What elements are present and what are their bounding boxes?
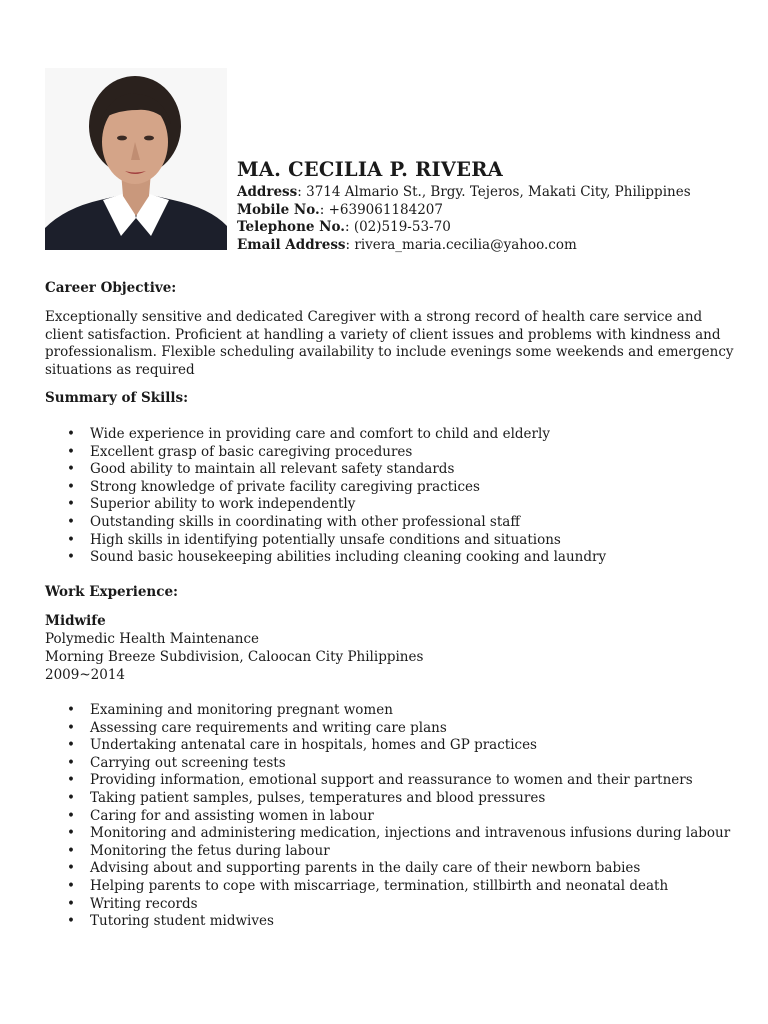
email-value: rivera_maria.cecilia@yahoo.com <box>354 236 577 253</box>
email-label: Email Address <box>237 236 346 253</box>
address-label: Address <box>237 184 298 200</box>
email-line: Email Address: rivera_maria.cecilia@yahoo.com <box>237 236 577 253</box>
duties-list <box>45 702 730 931</box>
mobile-label: Mobile No. <box>237 201 320 218</box>
work-experience-heading: Work Experience: <box>45 584 179 600</box>
company-name: Polymedic Health Maintenance <box>45 631 260 647</box>
mobile-value: +639061184207 <box>328 201 443 218</box>
skills-heading: Summary of Skills: <box>45 390 189 406</box>
list-item: • Providing information, emotional support and reassurance to women and their partners <box>45 772 730 790</box>
profile-photo <box>45 68 227 250</box>
list-item: • Wide experience in providing care and comfort to child and elderly <box>45 426 606 444</box>
list-item: • Good ability to maintain all relevant safety standards <box>45 461 606 479</box>
list-item: • Examining and monitoring pregnant women <box>45 702 730 720</box>
list-item: • Superior ability to work independently <box>45 496 606 514</box>
portrait-image <box>45 68 227 250</box>
employment-years: 2009~2014 <box>45 667 126 683</box>
list-item: • Undertaking antenatal care in hospitals, homes and GP practices <box>45 737 730 755</box>
list-item: • Excellent grasp of basic caregiving procedures <box>45 444 606 462</box>
telephone-value: (02)519-53-70 <box>353 219 451 236</box>
skills-list <box>45 426 606 567</box>
list-item: • Assessing care requirements and writing care plans <box>45 720 730 738</box>
list-item: • Outstanding skills in coordinating with other professional staff <box>45 514 606 532</box>
career-objective-text: Exceptionally sensitive and dedicated Caregiver with a strong record of health care service and client satisfaction. Proficient at handling a variety of client issues and problems with kindness and professionalism. Flexible scheduling availability to include evenings some weekends and emergency situations as required <box>45 309 734 378</box>
list-item: • Tutoring student midwives <box>45 913 730 931</box>
list-item: • Monitoring the fetus during labour <box>45 843 730 861</box>
company-location: Morning Breeze Subdivision, Caloocan City Philippines <box>45 649 424 665</box>
address-line: Address: 3714 Almario St., Brgy. Tejeros, Makati City, Philippines <box>237 184 691 200</box>
telephone-line: Telephone No.: (02)519-53-70 <box>237 219 451 236</box>
list-item: • Writing records <box>45 896 730 914</box>
list-item: • Advising about and supporting parents in the daily care of their newborn babies <box>45 860 730 878</box>
mobile-line: Mobile No.: +639061184207 <box>237 201 443 218</box>
list-item: • Sound basic housekeeping abilities including cleaning cooking and laundry <box>45 549 606 567</box>
telephone-label: Telephone No. <box>237 219 345 236</box>
list-item: • Taking patient samples, pulses, temperatures and blood pressures <box>45 790 730 808</box>
list-item: • Carrying out screening tests <box>45 755 730 773</box>
applicant-name: MA. CECILIA P. RIVERA <box>237 158 503 181</box>
address-value: 3714 Almario St., Brgy. Tejeros, Makati City, Philippines <box>306 184 691 200</box>
list-item: • High skills in identifying potentially unsafe conditions and situations <box>45 532 606 550</box>
job-title: Midwife <box>45 613 106 629</box>
list-item: • Caring for and assisting women in labour <box>45 808 730 826</box>
contact-header <box>237 158 691 254</box>
list-item: • Helping parents to cope with miscarriage, termination, stillbirth and neonatal death <box>45 878 730 896</box>
list-item: • Strong knowledge of private facility caregiving practices <box>45 479 606 497</box>
list-item: • Monitoring and administering medication, injections and intravenous infusions during labour <box>45 825 730 843</box>
career-objective-heading: Career Objective: <box>45 280 177 296</box>
